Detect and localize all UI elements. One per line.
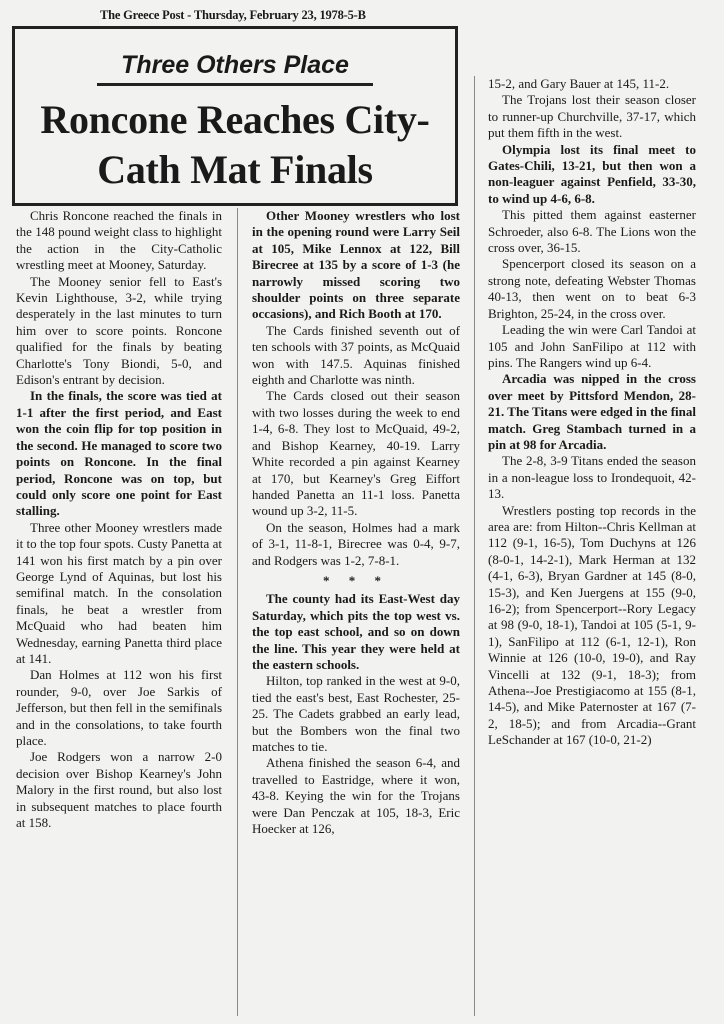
article-paragraph: The Cards finished seventh out of ten schools with 37 points, as McQuaid won with 147.5. Aquinas finished eighth and Charlotte was ninth. xyxy=(252,322,460,388)
article-paragraph: Olympia lost its final meet to Gates-Chili, 13-21, but then won a non-leaguer against Penfield, 33-30, to wind up 4-6, 6-8. xyxy=(488,141,696,206)
article-column-3 xyxy=(488,76,696,1016)
article-paragraph: This pitted them against easterner Schroeder, also 6-8. The Lions won the cross over, 36-15. xyxy=(488,207,696,256)
article-column-1 xyxy=(16,208,222,1016)
kicker-underline xyxy=(97,83,373,86)
article-paragraph: The Cards closed out their season with two losses during the week to end 1-4, 6-8. They lost to McQuaid, 49-2, and Bishop Kearney, 40-19. Larry White recorded a pin against Kearney at 170, but Kearney's Greg Eiffort handed Panetta an 11-1 loss. Panetta wound up 3-2, 11-5. xyxy=(252,388,460,519)
article-paragraph: Dan Holmes at 112 won his first rounder, 9-0, over Joe Sarkis of Jefferson, but then fell in the semifinals and in the consolations, to take fourth place. xyxy=(16,667,222,748)
article-paragraph: The county had its East-West day Saturday, which pits the top west vs. the top east school, and so on down the line. This year they were held at the eastern schools. xyxy=(252,591,460,672)
article-paragraph: In the finals, the score was tied at 1-1 after the first period, and East won the coin flip for top position in the second. He managed to score two points on Roncone. In the final period, Roncone was on top, but could only score one point for East stalling. xyxy=(16,388,222,519)
headline-box xyxy=(12,26,458,206)
article-paragraph: Leading the win were Carl Tandoi at 105 and John SanFilipo at 112 with pins. The Rangers wind up 6-4. xyxy=(488,322,696,370)
article-paragraph: Joe Rodgers won a narrow 2-0 decision over Bishop Kearney's John Malory in the first round, but also lost in subsequent matches to place fourth at 158. xyxy=(16,749,222,831)
article-paragraph: On the season, Holmes had a mark of 3-1, 11-8-1, Birecree was 0-4, 9-7, and Rodgers was 1-2, 7-8-1. xyxy=(252,519,460,568)
article-paragraph: Chris Roncone reached the finals in the 148 pound weight class to highlight the action in the City-Catholic wrestling meet at Mooney, Saturday. xyxy=(16,208,222,273)
article-paragraph: 15-2, and Gary Bauer at 145, 11-2. xyxy=(488,76,670,91)
kicker-headline: Three Others Place xyxy=(121,51,349,79)
article-paragraph: Athena finished the season 6-4, and travelled to Eastridge, where it won, 43-8. Keying the win for the Trojans were Dan Penczak at 105, 18-3, Eric Hoecker at 126, xyxy=(252,755,460,837)
article-paragraph: Wrestlers posting top records in the area are: from Hilton--Chris Kellman at 112 (9-1, 16-5), Tom Duchyns at 126 (8-0-1, 14-2-1), Mark Herman at 132 (4-1, 6-3), Bryan Gardner at 145 (8-0, 15-3), and Ken Juergens at 155 (9-0, 16-2); from Spencerport--Rory Legacy at 98 (9-0, 18-1), Tandoi at 105 (5-1, 9-1), SanFilipo at 112 (6-1, 12-1), Ron Winnie at 126 (10-0, 19-0), and Ray Vincelli at 132 (9-1, 18-3); from Athena--Joe Prestigiacomo at 155 (8-1, 14-5), and Mike Paternoster at 167 (7-2, 18-5); and from Arcadia--Grant LeSchander at 167 (10-0, 21-2) xyxy=(488,502,696,748)
column-divider-1 xyxy=(237,208,238,1016)
article-paragraph: Spencerport closed its season on a strong note, defeating Webster Thomas 40-13, then went on to beat 6-3 Brighton, 25-24, in the cross over. xyxy=(488,256,696,321)
article-paragraph: The 2-8, 3-9 Titans ended the season in a non-league loss to Irondequoit, 42-13. xyxy=(488,453,696,502)
article-paragraph: Arcadia was nipped in the cross over meet by Pittsford Mendon, 28-21. The Titans were edged in the final match. Greg Stambach turned in a pin at 98 for Arcadia. xyxy=(488,371,696,452)
main-headline: Roncone Reaches City-Cath Mat Finals xyxy=(40,97,430,192)
article-paragraph: Other Mooney wrestlers who lost in the opening round were Larry Seil at 105, Mike Lennox at 122, Bill Birecree at 135 by a score of 1-3 (he narrowly missed scoring two shoulder points on three separate occasions), and Rich Booth at 170. xyxy=(252,208,460,322)
dateline: The Greece Post - Thursday, February 23, 1978-5-B xyxy=(100,8,366,22)
article-column-2 xyxy=(252,208,460,1016)
section-separator: * * * xyxy=(323,572,389,588)
article-paragraph: Three other Mooney wrestlers made it to the top four spots. Custy Panetta at 141 won his first match by a pin over George Lynd of Aquinas, but lost his semifinal match. In the consolation finals, he beat a wrestler from McQuaid who had beaten him Wednesday, earning Panetta third place at 141. xyxy=(16,519,222,666)
article-paragraph: Hilton, top ranked in the west at 9-0, tied the east's best, East Rochester, 25-25. The Cadets grabbed an early lead, but the Bombers won the final two matches to tie. xyxy=(252,673,460,754)
article-paragraph: The Trojans lost their season closer to runner-up Churchville, 37-17, which put them fifth in the west. xyxy=(488,92,696,141)
column-divider-2 xyxy=(474,76,475,1016)
article-paragraph: The Mooney senior fell to East's Kevin Lighthouse, 3-2, while trying desperately in the last minutes to turn him over to score points. Roncone qualified for the finals by beating Charlotte's Tony Biondi, 5-0, and Edison's entrant by decision. xyxy=(16,273,222,388)
